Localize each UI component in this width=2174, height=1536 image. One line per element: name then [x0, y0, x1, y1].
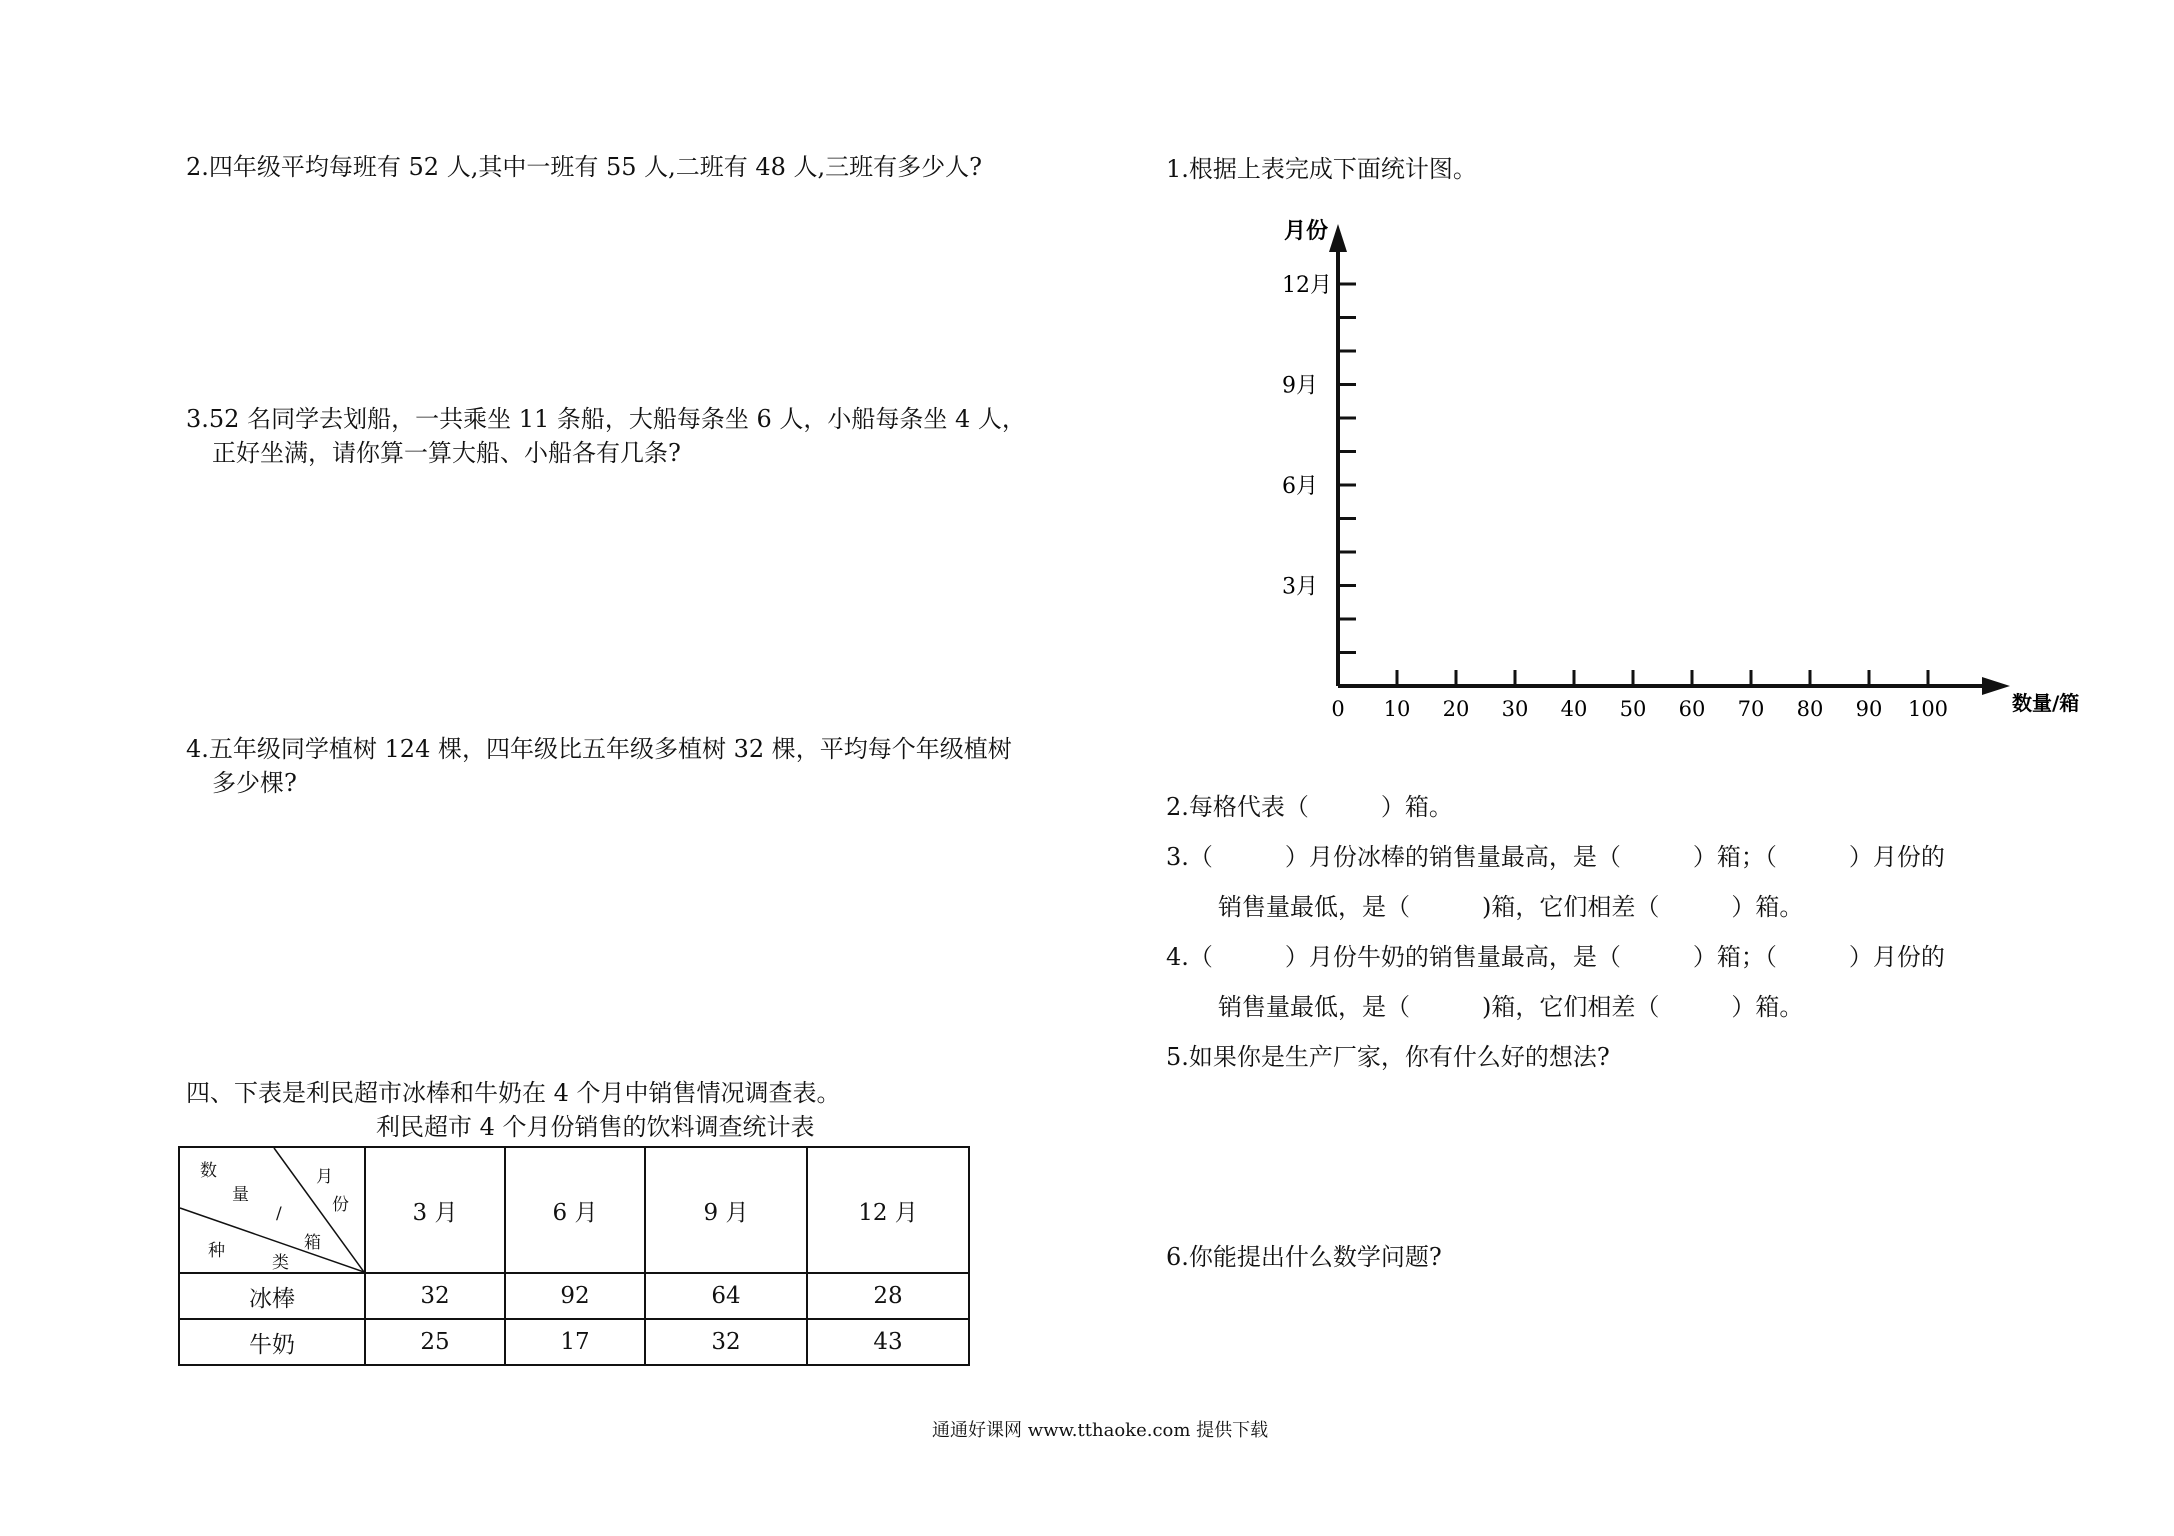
right-question-5: 5.如果你是生产厂家，你有什么好的想法? [1166, 1043, 1610, 1071]
corner-label: 数 [200, 1161, 217, 1181]
empty-bar-chart [1270, 200, 2080, 740]
table-cell: 25 [365, 1319, 505, 1365]
y-tick-label: 12月 [1282, 273, 1332, 298]
table-cell: 28 [807, 1273, 969, 1319]
row-label-niunai: 牛奶 [179, 1319, 365, 1365]
y-tick-label: 9月 [1282, 373, 1318, 399]
x-tick-label: 30 [1501, 697, 1529, 721]
table-cell: 32 [645, 1319, 807, 1365]
row-label-bingbang: 冰棒 [179, 1273, 365, 1319]
header-12: 12 月 [807, 1147, 969, 1273]
x-tick-label: 20 [1442, 697, 1470, 721]
x-axis-label: 数量/箱 [2012, 691, 2080, 715]
table-cell: 64 [645, 1273, 807, 1319]
footer: 通通好课网 www.tthaoke.com 提供下载 [932, 1420, 1269, 1441]
y-tick-label: 6月 [1282, 474, 1318, 499]
right-question-6: 6.你能提出什么数学问题? [1166, 1243, 1442, 1271]
question-3-line-2: 正好坐满，请你算一算大船、小船各有几条? [212, 439, 681, 467]
x-tick-label: 70 [1737, 697, 1765, 721]
x-tick-label: 0 [1331, 697, 1345, 721]
header-9: 9 月 [645, 1147, 807, 1273]
x-axis-arrow [1982, 677, 2010, 695]
right-question-1: 1.根据上表完成下面统计图。 [1166, 155, 1477, 183]
question-3-line-1: 3.52 名同学去划船，一共乘坐 11 条船，大船每条坐 6 人，小船每条坐 4 人， [186, 405, 1026, 433]
corner-label: 箱 [304, 1233, 321, 1253]
section-4-heading: 四、下表是利民超市冰棒和牛奶在 4 个月中销售情况调查表。 [186, 1079, 841, 1107]
x-tick-label: 60 [1678, 697, 1706, 721]
table-cell: 17 [505, 1319, 645, 1365]
table-cell: 92 [505, 1273, 645, 1319]
right-question-3-line-1: 3.（ ）月份冰棒的销售量最高，是（ ）箱；（ ）月份的 [1166, 843, 1945, 871]
question-4-line-1: 4.五年级同学植树 124 棵，四年级比五年级多植树 32 棵，平均每个年级植树 [186, 735, 1012, 763]
right-question-2: 2.每格代表（ ）箱。 [1166, 793, 1453, 821]
sales-table [178, 1146, 970, 1366]
question-2: 2.四年级平均每班有 52 人,其中一班有 55 人,二班有 48 人,三班有多少人? [186, 153, 983, 181]
x-tick-label: 50 [1619, 697, 1647, 721]
x-tick-label: 90 [1855, 697, 1883, 721]
table-caption: 利民超市 4 个月份销售的饮料调查统计表 [376, 1113, 815, 1141]
corner-label: 月 [316, 1167, 333, 1187]
table-cell: 32 [365, 1273, 505, 1319]
corner-label: 量 [232, 1185, 249, 1205]
x-tick-label: 80 [1796, 697, 1824, 721]
table-cell: 43 [807, 1319, 969, 1365]
x-tick-label: 40 [1560, 697, 1588, 721]
right-question-4-line-1: 4.（ ）月份牛奶的销售量最高，是（ ）箱；（ ）月份的 [1166, 943, 1945, 971]
corner-label: 类 [272, 1253, 289, 1273]
right-question-4-line-2: 销售量最低，是（ )箱，它们相差（ ）箱。 [1218, 993, 1804, 1021]
x-tick-label: 10 [1383, 697, 1411, 721]
y-axis-arrow [1329, 224, 1347, 252]
header-6: 6 月 [505, 1147, 645, 1273]
header-3: 3 月 [365, 1147, 505, 1273]
y-axis-label: 月份 [1284, 218, 1329, 244]
question-4-line-2: 多少棵? [212, 769, 297, 797]
right-question-3-line-2: 销售量最低，是（ )箱，它们相差（ ）箱。 [1218, 893, 1804, 921]
corner-label: 种 [208, 1241, 225, 1261]
x-tick-label: 100 [1907, 697, 1949, 721]
y-tick-label: 3月 [1282, 574, 1318, 600]
corner-cell [179, 1147, 365, 1273]
corner-label: 份 [332, 1195, 349, 1215]
corner-label: / [276, 1204, 282, 1224]
